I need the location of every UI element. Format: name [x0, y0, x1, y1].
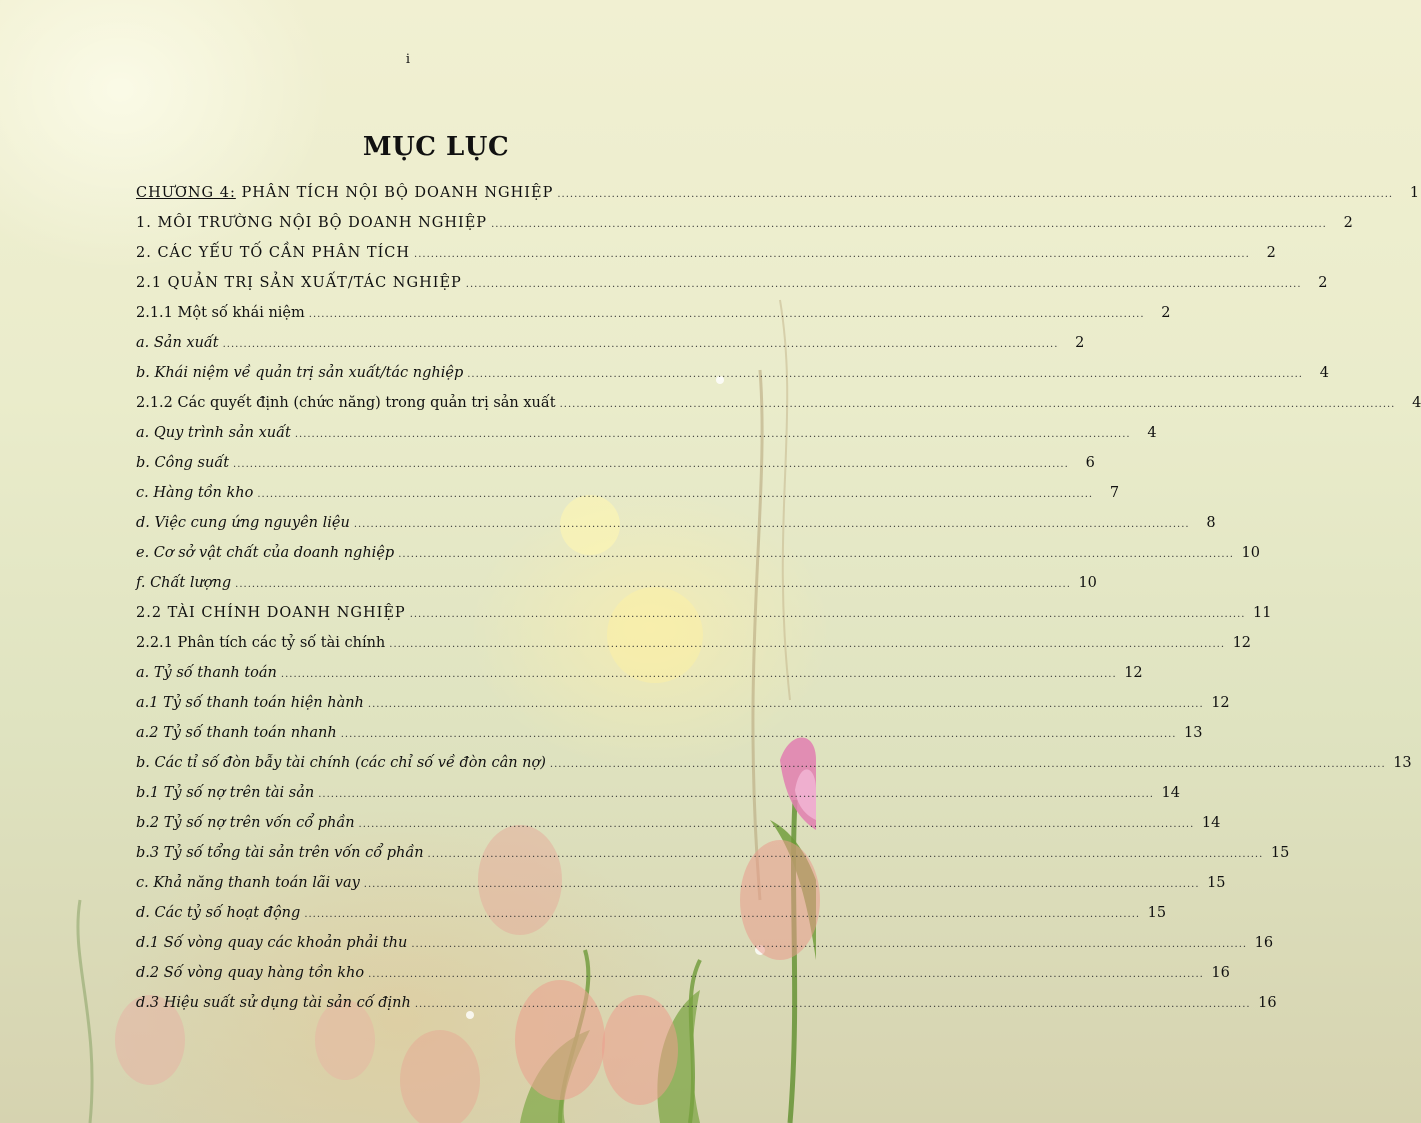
- toc-entry-page: 10: [1241, 545, 1260, 561]
- toc-entry-page: 13: [1184, 725, 1203, 741]
- toc-entry[interactable]: [136, 628, 1252, 658]
- dot-leader: ........................................................................................................................................................................................................: [233, 459, 1069, 470]
- toc-entry-text: 2. CÁC YẾU TỐ CẦN PHÂN TÍCH: [136, 245, 411, 261]
- toc-entry-text: d. Việc cung ứng nguyên liệu: [136, 515, 350, 531]
- toc-entry-page: 2: [1343, 215, 1353, 231]
- dot-leader: ........................................................................................................................................................................................................: [559, 399, 1396, 410]
- dot-leader: ........................................................................................................................................................................................................: [308, 309, 1145, 320]
- toc-entry[interactable]: [136, 598, 1272, 628]
- dot-leader: ........................................................................................................................................................................................................: [368, 969, 1204, 980]
- toc-entry-text: a. Quy trình sản xuất: [136, 425, 291, 441]
- toc-entry-page: 15: [1207, 875, 1226, 891]
- toc-entry-page: 4: [1147, 425, 1157, 441]
- toc-entry-page: 4: [1319, 365, 1329, 381]
- dot-leader: ........................................................................................................................................................................................................: [235, 579, 1071, 590]
- dot-leader: ........................................................................................................................................................................................................: [409, 609, 1246, 620]
- toc-entry[interactable]: [136, 268, 1328, 298]
- dot-leader: ........................................................................................................................................................................................................: [465, 279, 1302, 290]
- dot-leader: ........................................................................................................................................................................................................: [367, 699, 1204, 710]
- toc-entry[interactable]: [136, 328, 1085, 358]
- toc-entry-text: a.2 Tỷ số thanh toán nhanh: [136, 725, 337, 741]
- toc-entry[interactable]: [136, 838, 1290, 868]
- toc-entry[interactable]: [136, 568, 1097, 598]
- toc-entry[interactable]: [136, 748, 1412, 778]
- toc-entry[interactable]: [136, 718, 1203, 748]
- dot-leader: ........................................................................................................................................................................................................: [389, 639, 1226, 650]
- toc-entry-text: b. Các tỉ số đòn bẫy tài chính (các chỉ số về đòn cân nợ): [136, 755, 546, 771]
- toc-entry-text: 2.1 QUẢN TRỊ SẢN XUẤT/TÁC NGHIỆP: [136, 275, 462, 291]
- toc-entry[interactable]: [136, 178, 1420, 208]
- toc-entry[interactable]: [136, 658, 1143, 688]
- toc-entry-page: 2: [1161, 305, 1171, 321]
- toc-entry-text: c. Hàng tồn kho: [136, 485, 254, 501]
- toc-entry[interactable]: [136, 778, 1180, 808]
- toc-entry-text: d. Các tỷ số hoạt động: [136, 905, 301, 921]
- toc-entry-text: 2.1.2 Các quyết định (chức năng) trong quản trị sản xuất: [136, 395, 556, 411]
- toc-entry-page: 14: [1201, 815, 1221, 831]
- toc-entry-prefix: CHƯƠNG 4:: [136, 185, 236, 201]
- toc-entry-text: 2.1.1 Một số khái niệm: [136, 305, 305, 321]
- toc-entry-page: 16: [1254, 935, 1274, 951]
- toc-entry-page: 12: [1232, 635, 1252, 651]
- toc-entry-page: 15: [1147, 905, 1167, 921]
- toc-entry-text: a. Sản xuất: [136, 335, 219, 351]
- dot-leader: ........................................................................................................................................................................................................: [414, 999, 1251, 1010]
- dot-leader: ........................................................................................................................................................................................................: [353, 519, 1190, 530]
- toc-entry[interactable]: [136, 238, 1276, 268]
- dot-leader: ........................................................................................................................................................................................................: [549, 759, 1386, 770]
- toc-entry-page: 13: [1393, 755, 1412, 771]
- toc-entry[interactable]: [136, 688, 1230, 718]
- toc-entry-page: 11: [1252, 605, 1272, 621]
- toc-entry-text: PHÂN TÍCH NỘI BỘ DOANH NGHIỆP: [235, 185, 554, 201]
- toc-entry[interactable]: [136, 388, 1421, 418]
- toc-entry-text: d.1 Số vòng quay các khoản phải thu: [136, 935, 408, 951]
- toc-entry-page: 12: [1124, 665, 1143, 681]
- toc-entry-text: c. Khả năng thanh toán lãi vay: [136, 875, 360, 891]
- toc-entry-text: 1. MÔI TRƯỜNG NỘI BỘ DOANH NGHIỆP: [136, 215, 488, 231]
- toc-entry-page: 16: [1211, 965, 1230, 981]
- dot-leader: ........................................................................................................................................................................................................: [363, 879, 1200, 890]
- toc-entry-page: 7: [1109, 485, 1120, 501]
- toc-entry[interactable]: [136, 868, 1226, 898]
- toc-entry-page: 15: [1270, 845, 1290, 861]
- dot-leader: ........................................................................................................................................................................................................: [398, 549, 1234, 560]
- toc-entry-page: 2: [1318, 275, 1328, 291]
- toc-entry-text: e. Cơ sở vật chất của doanh nghiệp: [136, 545, 395, 561]
- toc-entry-text: d.3 Hiệu suất sử dụng tài sản cố định: [136, 995, 411, 1011]
- toc-entry[interactable]: [136, 358, 1329, 388]
- toc-entry-page: 4: [1412, 395, 1421, 411]
- toc-entry-text: a. Tỷ số thanh toán: [136, 665, 277, 681]
- dot-leader: ........................................................................................................................................................................................................: [411, 939, 1248, 950]
- dot-leader: ........................................................................................................................................................................................................: [318, 789, 1154, 800]
- toc-entry[interactable]: [136, 418, 1157, 448]
- toc-entry-page: 12: [1211, 695, 1230, 711]
- toc-entry-text: 2.2.1 Phân tích các tỷ số tài chính: [136, 635, 386, 651]
- toc-entry-text: d.2 Số vòng quay hàng tồn kho: [136, 965, 365, 981]
- toc-entry-page: 6: [1085, 455, 1095, 471]
- toc-entry[interactable]: [136, 928, 1274, 958]
- toc-entry[interactable]: [136, 448, 1095, 478]
- toc-entry-page: 14: [1161, 785, 1180, 801]
- toc-entry-text: f. Chất lượng: [136, 575, 232, 591]
- dot-leader: ........................................................................................................................................................................................................: [280, 669, 1117, 680]
- toc-entry-text: b. Công suất: [136, 455, 230, 471]
- toc-entry[interactable]: [136, 898, 1167, 928]
- dot-leader: ........................................................................................................................................................................................................: [467, 369, 1303, 380]
- toc-entry[interactable]: [136, 808, 1221, 838]
- dot-leader: ........................................................................................................................................................................................................: [257, 489, 1094, 500]
- toc-entry[interactable]: [136, 298, 1171, 328]
- toc-entry-page: 1: [1409, 185, 1420, 201]
- table-of-contents: [136, 178, 1421, 1018]
- toc-entry-text: b.3 Tỷ số tổng tài sản trên vốn cổ phần: [136, 845, 424, 861]
- page-number: i: [405, 52, 411, 67]
- dot-leader: ........................................................................................................................................................................................................: [491, 219, 1327, 230]
- toc-entry[interactable]: [136, 508, 1216, 538]
- toc-entry-page: 8: [1206, 515, 1216, 531]
- toc-entry-page: 10: [1078, 575, 1097, 591]
- toc-entry-text: 2.2 TÀI CHÍNH DOANH NGHIỆP: [136, 605, 406, 621]
- dot-leader: ........................................................................................................................................................................................................: [358, 819, 1195, 830]
- toc-entry[interactable]: [136, 538, 1260, 568]
- toc-entry-text: b.2 Tỷ số nợ trên vốn cổ phần: [136, 815, 355, 831]
- dot-leader: ........................................................................................................................................................................................................: [304, 909, 1141, 920]
- toc-entry[interactable]: [136, 988, 1277, 1018]
- toc-title: MỤC LỤC: [362, 132, 510, 162]
- toc-entry[interactable]: [136, 478, 1120, 508]
- dot-leader: ........................................................................................................................................................................................................: [340, 729, 1177, 740]
- dot-leader: ........................................................................................................................................................................................................: [222, 339, 1059, 350]
- toc-entry-text: b. Khái niệm về quản trị sản xuất/tác nghiệp: [136, 365, 464, 381]
- dot-leader: ........................................................................................................................................................................................................: [294, 429, 1131, 440]
- toc-entry-page: 2: [1075, 335, 1085, 351]
- dot-leader: ........................................................................................................................................................................................................: [427, 849, 1264, 860]
- toc-entry-page: 2: [1266, 245, 1276, 261]
- toc-entry[interactable]: [136, 208, 1353, 238]
- dot-leader: ........................................................................................................................................................................................................: [557, 189, 1394, 200]
- toc-entry-text: a.1 Tỷ số thanh toán hiện hành: [136, 695, 364, 711]
- toc-entry-page: 16: [1258, 995, 1277, 1011]
- toc-entry[interactable]: [136, 958, 1230, 988]
- toc-entry-text: b.1 Tỷ số nợ trên tài sản: [136, 785, 315, 801]
- dot-leader: ........................................................................................................................................................................................................: [414, 249, 1250, 260]
